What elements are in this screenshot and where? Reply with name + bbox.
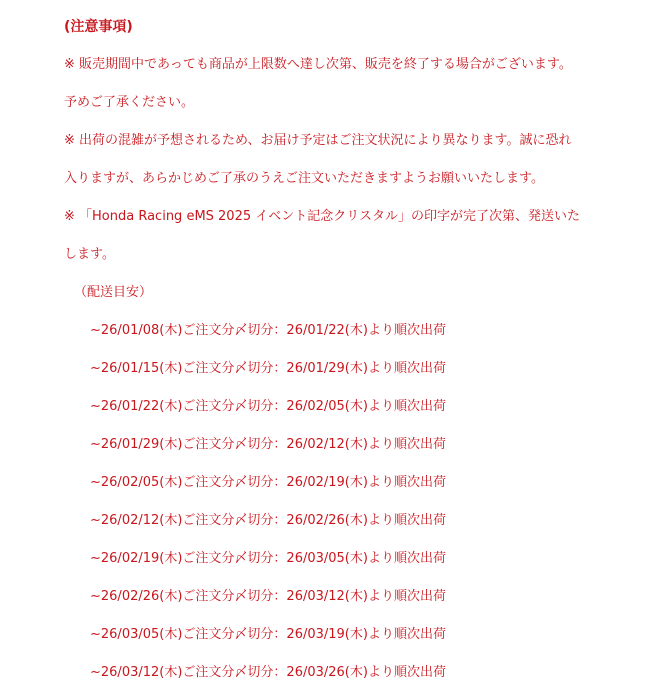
schedule-row: ~26/01/22(木)ご注文分〆切分：26/02/05(木)より順次出荷 (90, 399, 446, 414)
notice-line: します。 (64, 247, 115, 262)
schedule-row: ~26/03/12(木)ご注文分〆切分：26/03/26(木)より順次出荷 (90, 665, 446, 680)
schedule-row: ~26/02/12(木)ご注文分〆切分：26/02/26(木)より順次出荷 (90, 513, 446, 528)
schedule-row: ~26/01/29(木)ご注文分〆切分：26/02/12(木)より順次出荷 (90, 437, 446, 452)
notice-line: 入りますが、あらかじめご了承のうえご注文いただきますようお願いいたします。 (64, 171, 544, 186)
notice-line: 予めご了承ください。 (64, 95, 195, 110)
notice-line: ※ 販売期間中であっても商品が上限数へ達し次第、販売を終了する場合がございます。 (64, 57, 572, 72)
schedule-row: ~26/01/08(木)ご注文分〆切分：26/01/22(木)より順次出荷 (90, 323, 446, 338)
schedule-row: ~26/01/15(木)ご注文分〆切分：26/01/29(木)より順次出荷 (90, 361, 446, 376)
schedule-label: （配送目安） (74, 285, 153, 300)
schedule-row: ~26/02/26(木)ご注文分〆切分：26/03/12(木)より順次出荷 (90, 589, 446, 604)
schedule-row: ~26/02/05(木)ご注文分〆切分：26/02/19(木)より順次出荷 (90, 475, 446, 490)
notice-line: ※ 「Honda Racing eMS 2025 イベント記念クリスタル」の印字が完了次第、発送いた (64, 209, 580, 224)
notice-heading: (注意事項) (64, 19, 133, 35)
notice-line: ※ 出荷の混雑が予想されるため、お届け予定はご注文状況により異なります。誠に恐れ (64, 133, 572, 148)
schedule-row: ~26/02/19(木)ご注文分〆切分：26/03/05(木)より順次出荷 (90, 551, 446, 566)
schedule-row: ~26/03/05(木)ご注文分〆切分：26/03/19(木)より順次出荷 (90, 627, 446, 642)
